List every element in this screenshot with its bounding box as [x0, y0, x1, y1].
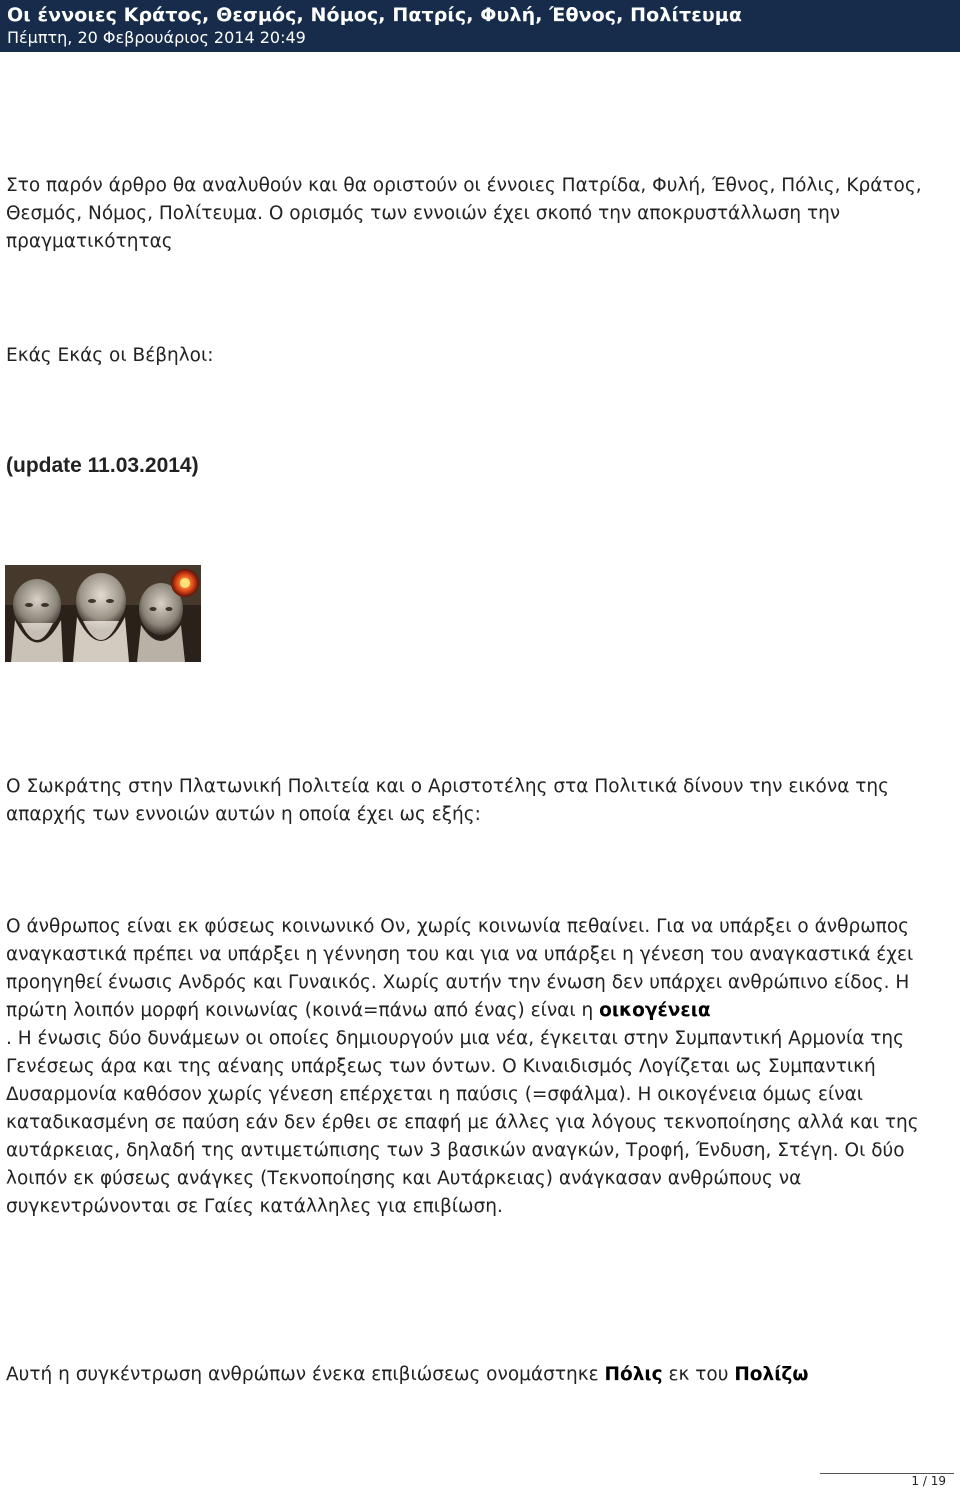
- socrates-paragraph: Ο Σωκράτης στην Πλατωνική Πολιτεία και ο Αριστοτέλης στα Πολιτικά δίνουν την εικόνα της απαρχής των εννοιών αυτών η οποία έχει ως εξής:: [6, 776, 889, 825]
- polis-text-1: Αυτή η συγκέντρωση ανθρώπων ένεκα επιβιώσεως ονομάστηκε: [6, 1364, 599, 1385]
- human-society-paragraph: [6, 913, 954, 1221]
- human-society-text-1: Ο άνθρωπος είναι εκ φύσεως κοινωνικό Ον, χωρίς κοινωνία πεθαίνει. Για να υπάρξει ο άνθρωπος αναγκαστικά πρέπει να υπάρξει η γέννηση του και για να υπάρξει η γένεση του αναγκαστικά έχει προηγηθεί ένωσις Ανδρός και Γυναικός. Χωρίς αυτήν την ένωση δεν υπάρχει ανθρώπινο είδος. Η πρώτη λοιπόν μορφή κοινωνίας (κοινά=πάνω από ένας) είναι η: [6, 916, 914, 1021]
- polis-term: Πόλις: [604, 1364, 663, 1385]
- polis-text-2: εκ του: [668, 1364, 729, 1385]
- update-note: (update 11.03.2014): [6, 454, 199, 477]
- philosophers-busts-illustration: [5, 565, 201, 662]
- polis-paragraph: [6, 1361, 954, 1389]
- intro-paragraph: Στο παρόν άρθρο θα αναλυθούν και θα οριστούν οι έννοιες Πατρίδα, Φυλή, Έθνος, Πόλις, Κράτος, Θεσμός, Νόμος, Πολίτευμα. Ο ορισμός των εννοιών έχει σκοπό την αποκρυστάλλωση την πραγματικότητας: [6, 175, 922, 252]
- philosophers-image: [5, 565, 201, 662]
- article-date: Πέμπτη, 20 Φεβρουάριος 2014 20:49: [7, 28, 306, 47]
- ekas-line: Εκάς Εκάς οι Βέβηλοι:: [6, 345, 214, 366]
- polizo-term: Πολίζω: [734, 1364, 809, 1385]
- article-title: Οι έννοιες Κράτος, Θεσμός, Νόμος, Πατρίς, Φυλή, Έθνος, Πολίτευμα: [7, 4, 743, 26]
- human-society-text-2: . Η ένωσις δύο δυνάμεων οι οποίες δημιουργούν μια νέα, έγκειται στην Συμπαντική Αρμονία της Γενέσεως άρα και της αέναης υπάρξεως των όντων. Ο Κιναιδισμός Λογίζεται ως Συμπαντική Δυσαρμονία καθόσον χωρίς γένεση επέρχεται η παύσις (=σφάλμα). Η οικογένεια όμως είναι καταδικασμένη σε παύση εάν δεν έρθει σε επαφή με άλλες για λόγους τεκνοποίησης αλλά και της αυτάρκειας, δηλαδή της αντιμετώπισης των 3 βασικών αναγκών, Τροφή, Ένδυση, Στέγη. Οι δύο λοιπόν εκ φύσεως ανάγκες (Τεκνοποίησης και Αυτάρκειας) ανάγκασαν ανθρώπους να συγκεντρώνονται σε Γαίες κατάλληλες για επιβίωση.: [6, 1028, 919, 1217]
- family-term: οικογένεια: [599, 1000, 711, 1021]
- page-number: 1 / 19: [911, 1474, 946, 1488]
- document-header: [0, 0, 960, 52]
